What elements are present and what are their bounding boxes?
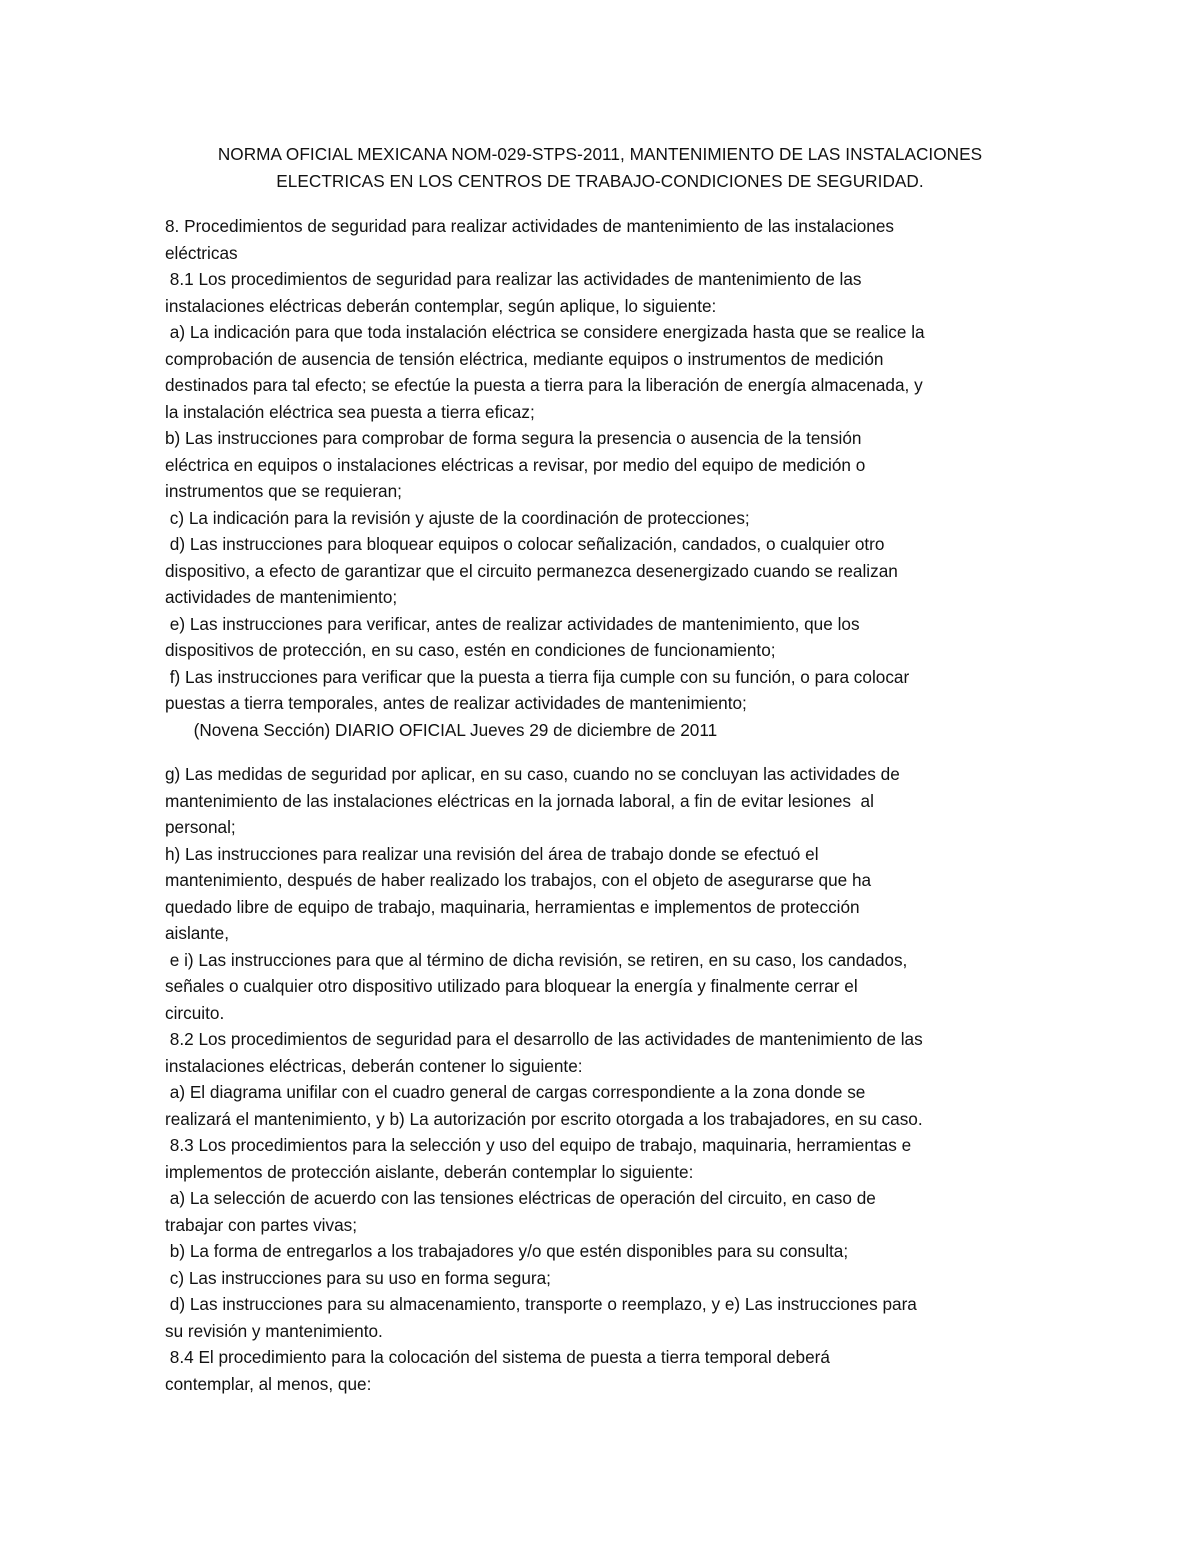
body-line: implementos de protección aislante, deberán contemplar lo siguiente: — [165, 1161, 694, 1182]
body-line: 8.4 El procedimiento para la colocación del sistema de puesta a tierra temporal deberá — [165, 1347, 830, 1367]
body-line: actividades de mantenimiento; — [165, 587, 398, 607]
title-line-1: NORMA OFICIAL MEXICANA NOM-029-STPS-2011, MANTENIMIENTO DE LAS INSTALACIONES — [217, 144, 983, 164]
body-line: c) Las instrucciones para su uso en forma segura; — [165, 1267, 551, 1288]
body-line: contemplar, al menos, que: — [165, 1373, 372, 1394]
title-line-2: ELECTRICAS EN LOS CENTROS DE TRABAJO-CONDICIONES DE SEGURIDAD. — [276, 170, 924, 191]
body-line: mantenimiento de las instalaciones eléctricas en la jornada laboral, a fin de evitar lesiones al — [165, 790, 874, 811]
body-line: instalaciones eléctricas, deberán contener lo siguiente: — [165, 1055, 583, 1076]
body-line: b) Las instrucciones para comprobar de forma segura la presencia o ausencia de la tensión — [165, 428, 862, 448]
body-line: 8. Procedimientos de seguridad para realizar actividades de mantenimiento de las instalaciones — [165, 216, 894, 236]
body-line: (Novena Sección) DIARIO OFICIAL Jueves 29 de diciembre de 2011 — [165, 719, 718, 740]
body-line: 8.2 Los procedimientos de seguridad para el desarrollo de las actividades de mantenimiento de las — [165, 1029, 923, 1049]
body-line: comprobación de ausencia de tensión eléctrica, mediante equipos o instrumentos de medición — [165, 348, 884, 369]
document-body — [165, 213, 1045, 1397]
body-line: personal; — [165, 817, 236, 837]
body-line: dispositivos de protección, en su caso, estén en condiciones de funcionamiento; — [165, 640, 776, 660]
body-line: e i) Las instrucciones para que al término de dicha revisión, se retiren, en su caso, los candados, — [165, 949, 908, 970]
body-line: instrumentos que se requieran; — [165, 481, 402, 501]
body-line: aislante, — [165, 923, 230, 943]
body-line: eléctricas — [165, 242, 238, 263]
body-line: eléctrica en equipos o instalaciones eléctricas a revisar, por medio del equipo de medición o — [165, 454, 866, 475]
body-line: su revisión y mantenimiento. — [165, 1320, 383, 1341]
body-line: 8.1 Los procedimientos de seguridad para realizar las actividades de mantenimiento de las — [165, 269, 862, 289]
body-line: realizará el mantenimiento, y b) La autorización por escrito otorgada a los trabajadores, en su caso. — [165, 1108, 923, 1129]
body-line: señales o cualquier otro dispositivo utilizado para bloquear la energía y finalmente cerrar el — [165, 976, 858, 996]
body-line: c) La indicación para la revisión y ajuste de la coordinación de protecciones; — [165, 507, 750, 528]
body-line: h) Las instrucciones para realizar una revisión del área de trabajo donde se efectuó el — [165, 843, 819, 864]
body-line: dispositivo, a efecto de garantizar que el circuito permanezca desenergizado cuando se realizan — [165, 560, 898, 581]
body-line: e) Las instrucciones para verificar, antes de realizar actividades de mantenimiento, que los — [165, 613, 860, 634]
body-line: la instalación eléctrica sea puesta a tierra eficaz; — [165, 401, 535, 422]
body-line: b) La forma de entregarlos a los trabajadores y/o que estén disponibles para su consulta; — [165, 1241, 849, 1261]
body-line: quedado libre de equipo de trabajo, maquinaria, herramientas e implementos de protección — [165, 896, 860, 917]
body-line: circuito. — [165, 1002, 225, 1023]
body-line — [165, 743, 1045, 761]
body-line: g) Las medidas de seguridad por aplicar, en su caso, cuando no se concluyan las actividades de — [165, 764, 900, 784]
body-line: mantenimiento, después de haber realizado los trabajos, con el objeto de asegurarse que ha — [165, 870, 872, 890]
body-line: destinados para tal efecto; se efectúe la puesta a tierra para la liberación de energía almacenada, y — [165, 375, 923, 395]
body-line: d) Las instrucciones para su almacenamiento, transporte o reemplazo, y e) Las instrucciones para — [165, 1294, 917, 1314]
body-line: f) Las instrucciones para verificar que la puesta a tierra fija cumple con su función, o para colocar — [165, 666, 910, 687]
body-line: instalaciones eléctricas deberán contemplar, según aplique, lo siguiente: — [165, 295, 717, 316]
body-line: a) El diagrama unifilar con el cuadro general de cargas correspondiente a la zona donde se — [165, 1082, 866, 1102]
body-line: d) Las instrucciones para bloquear equipos o colocar señalización, candados, o cualquier otro — [165, 534, 885, 554]
body-line: trabajar con partes vivas; — [165, 1214, 358, 1235]
body-line: 8.3 Los procedimientos para la selección y uso del equipo de trabajo, maquinaria, herramientas e — [165, 1135, 912, 1155]
document-title — [150, 141, 1050, 194]
body-line: a) La selección de acuerdo con las tensiones eléctricas de operación del circuito, en caso de — [165, 1188, 876, 1208]
body-line: a) La indicación para que toda instalación eléctrica se considere energizada hasta que se realice la — [165, 322, 925, 342]
body-line: puestas a tierra temporales, antes de realizar actividades de mantenimiento; — [165, 693, 747, 713]
